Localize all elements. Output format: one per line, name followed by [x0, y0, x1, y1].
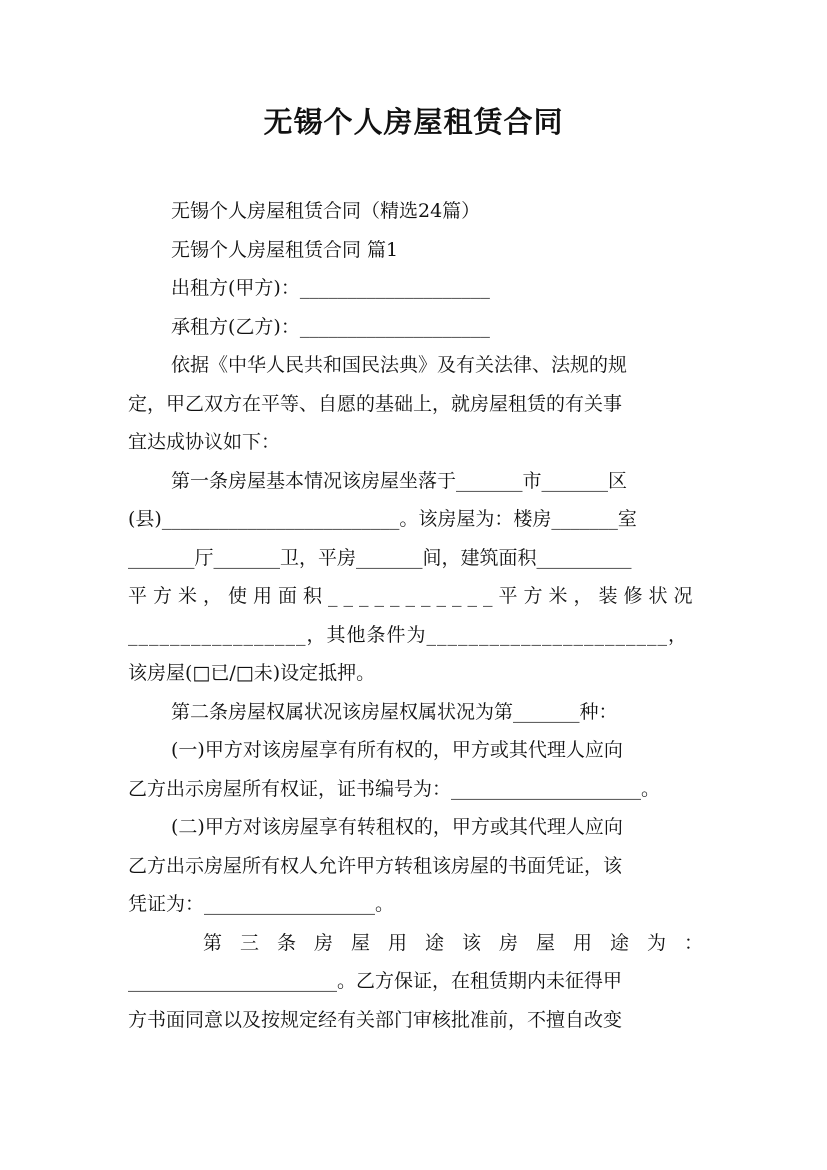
text-line: (一)甲方对该房屋享有所有权的，甲方或其代理人应向 [171, 739, 623, 761]
text-line: 定，甲乙双方在平等、自愿的基础上，就房屋租赁的有关事 [128, 392, 623, 415]
text-line-article-2: 第二条房屋权属状况该房屋权属状况为第_______种： [171, 700, 618, 723]
text-line: _______厅_______卫，平房_______间，建筑面积__________ [128, 546, 632, 569]
text-line: 依据《中华人民共和国民法典》及有关法律、法规的规 [171, 354, 628, 376]
text-line: (二)甲方对该房屋享有转租权的，甲方或其代理人应向 [171, 816, 623, 838]
text-line: ______________________。乙方保证，在租赁期内未征得甲 [128, 970, 623, 992]
text-line: 乙方出示房屋所有权证，证书编号为：____________________。 [128, 777, 661, 800]
document-body [128, 192, 722, 1039]
text-line: 平方米，使用面积___________平方米，装修状况 [128, 585, 699, 607]
text-line-article-1: 第一条房屋基本情况该房屋坐落于_______市_______区 [171, 469, 628, 492]
text-line: 该房屋(□已/□未)设定抵押。 [128, 662, 376, 684]
text-line-lessor: 出租方(甲方)：____________________ [171, 277, 490, 299]
document-title: 无锡个人房屋租赁合同 [263, 105, 564, 139]
text-line: 宜达成协议如下： [128, 431, 281, 453]
text-line-subtitle: 无锡个人房屋租赁合同（精选24篇） [171, 200, 481, 222]
text-line: _________________，其他条件为_______________________， [128, 623, 689, 646]
text-line: 方书面同意以及按规定经有关部门审核批准前，不擅自改变 [128, 1008, 623, 1031]
text-line-lessee: 承租方(乙方)：____________________ [171, 315, 490, 338]
text-line-section-heading: 无锡个人房屋租赁合同 篇1 [171, 238, 399, 261]
text-line: 凭证为：__________________。 [128, 893, 395, 915]
text-line-article-3: 第三条房屋用途该房屋用途为： [203, 931, 722, 954]
text-line: 乙方出示房屋所有权人允许甲方转租该房屋的书面凭证，该 [128, 854, 623, 877]
text-line: (县)_________________________。该房屋为：楼房_______室 [128, 508, 637, 530]
